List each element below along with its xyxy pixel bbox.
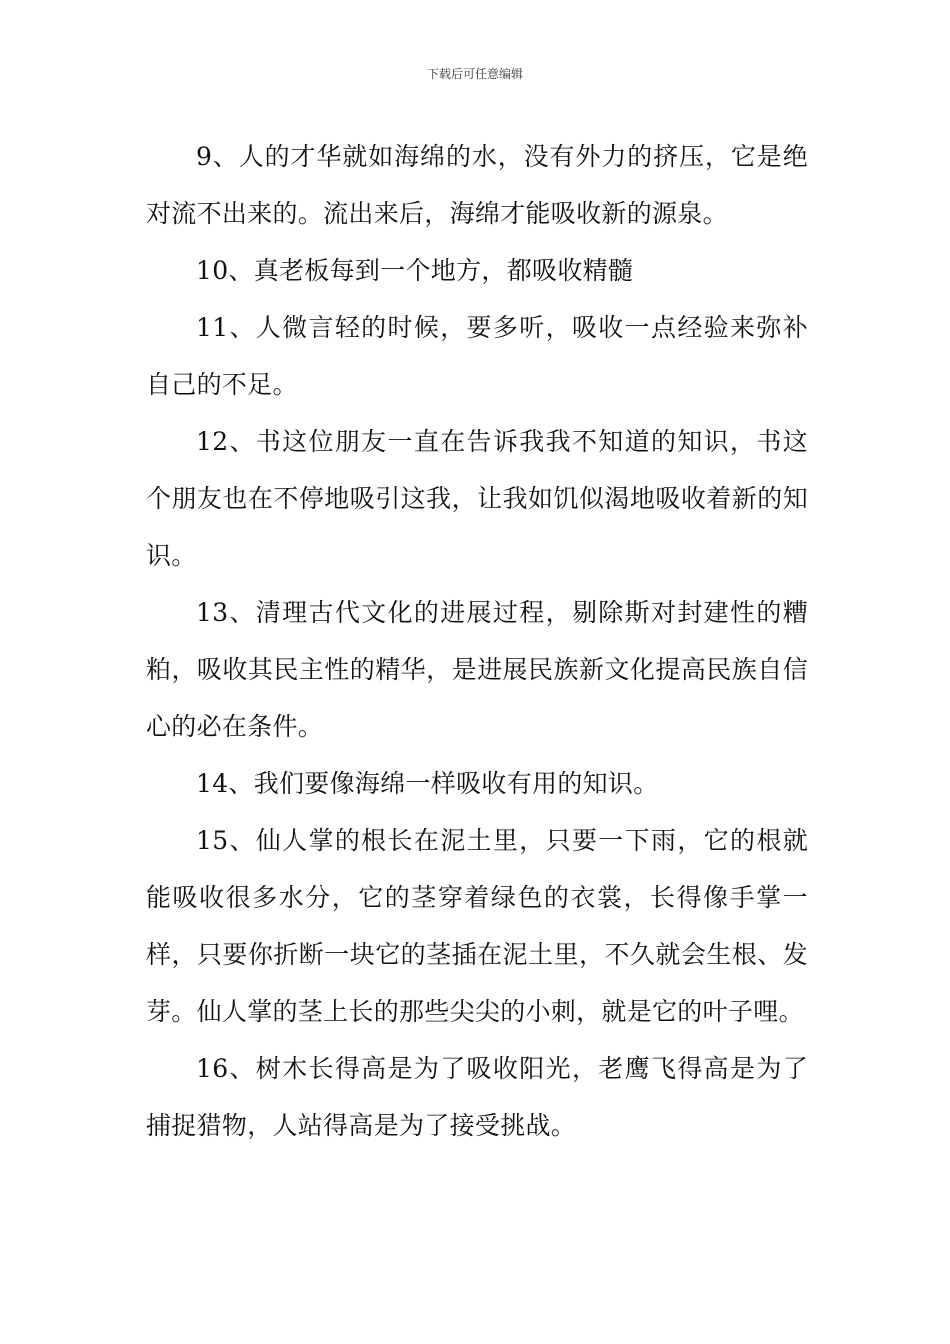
- paragraph-16: 16、树木长得高是为了吸收阳光，老鹰飞得高是为了捕捉猎物，人站得高是为了接受挑战。: [146, 1054, 808, 1140]
- paragraph-9: 9、人的才华就如海绵的水，没有外力的挤压，它是绝对流不出来的。流出来后，海绵才能吸收新的源泉。: [146, 142, 808, 228]
- paragraph-15: 15、仙人掌的根长在泥土里，只要一下雨，它的根就能吸收很多水分，它的茎穿着绿色的衣裳，长得像手掌一样，只要你折断一块它的茎插在泥土里，不久就会生根、发芽。仙人掌的茎上长的那些尖尖的小刺，就是它的叶子哩。: [146, 826, 808, 1026]
- paragraph-12: 12、书这位朋友一直在告诉我我不知道的知识，书这个朋友也在不停地吸引这我，让我如饥似渴地吸收着新的知识。: [146, 427, 808, 570]
- paragraph-14: 14、我们要像海绵一样吸收有用的知识。: [196, 769, 659, 798]
- paragraph-13: 13、清理古代文化的进展过程，剔除斯对封建性的糟粕，吸收其民主性的精华，是进展民族新文化提高民族自信心的必在条件。: [146, 598, 808, 741]
- page-header: 下载后可任意编辑: [426, 67, 523, 81]
- paragraph-11: 11、人微言轻的时候，要多听，吸收一点经验来弥补自己的不足。: [146, 313, 808, 399]
- paragraph-10: 10、真老板每到一个地方，都吸收精髓: [196, 256, 634, 285]
- document-body: [146, 128, 808, 1154]
